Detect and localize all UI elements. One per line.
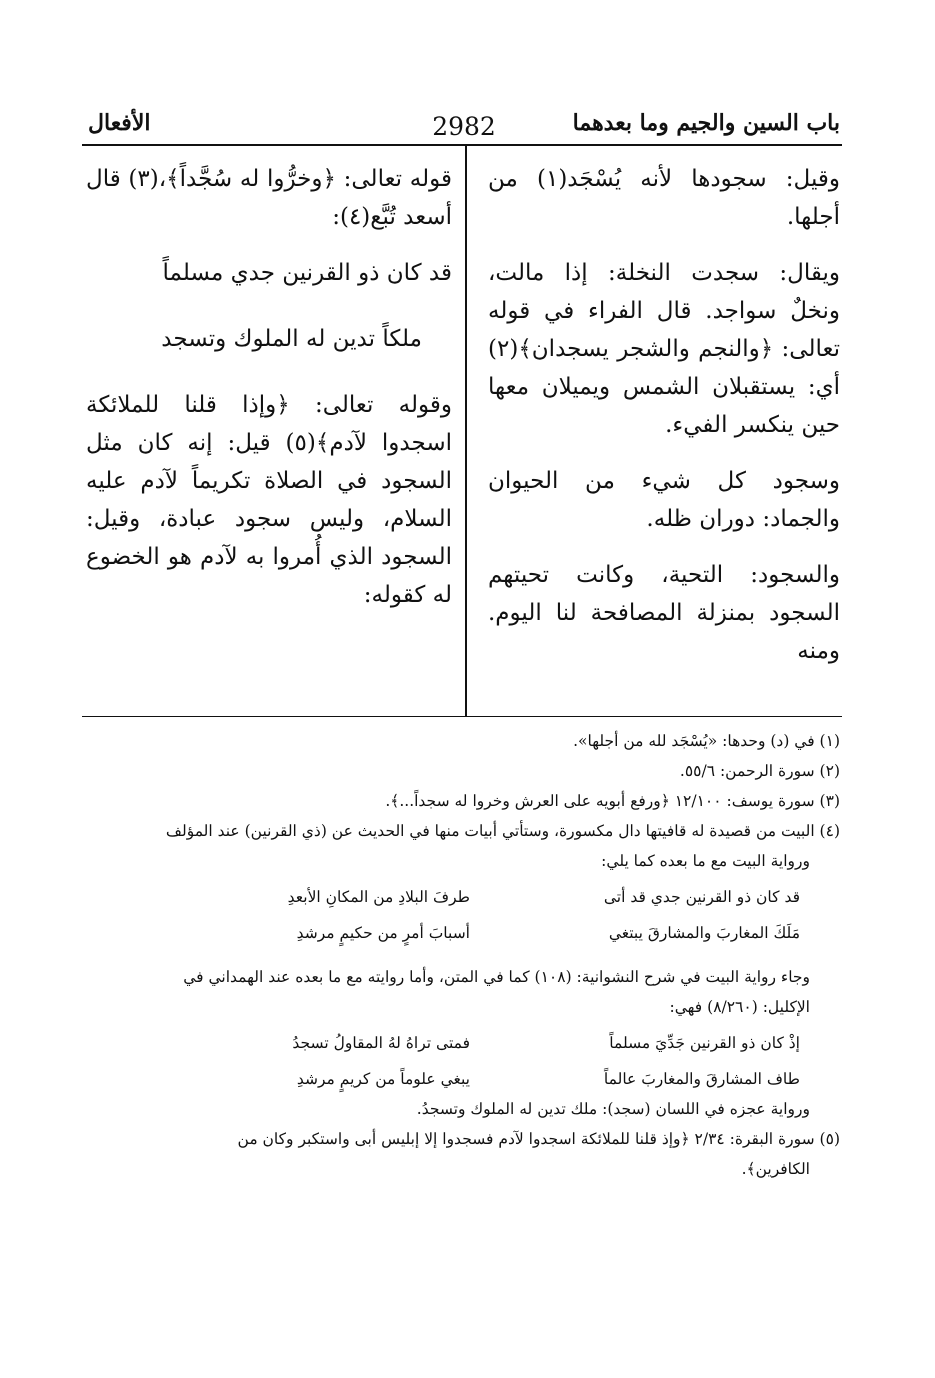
verse-line: قد كان ذو القرنين جدي مسلماً (162, 260, 452, 286)
page-header (88, 108, 840, 144)
footnote-line: ورواية عجزه في اللسان (سجد): ملك تدين له الملوك وتسجدُ. (416, 1100, 810, 1118)
left-column (86, 160, 452, 632)
paragraph: وقيل: سجودها لأنه يُسْجَد(١) من أجلها. (488, 166, 840, 230)
paragraph: وقوله تعالى: ﴿وإذا قلنا للملائكة اسجدوا لآدم﴾(٥) قيل: إنه كان مثل السجود في الصلاة تكريماً لآدم عليه السلام، وليس سجود عبادة، وقيل: السجود الذي أُمروا به لآدم هو الخضوع له كقوله: (86, 392, 452, 608)
footnote: (٣) سورة يوسف: ١٢/١٠٠ ﴿ورفع أبويه على العرش وخروا له سجداً...﴾. (385, 792, 840, 810)
verse-line: ملكاً تدين له الملوك وتسجد (161, 326, 422, 352)
footnote-line: وجاء رواية البيت في شرح النشوانية: (١٠٨) كما في المتن، وأما روايته مع ما بعده عند الهمداني في (183, 968, 810, 986)
hemistich: أسبابَ أمرٍ من حكيمٍ مرشدِ (296, 924, 470, 942)
paragraph: والسجود: التحية، وكانت تحيتهم السجود بمنزلة المصافحة لنا اليوم. ومنه (488, 562, 840, 664)
right-column (488, 160, 840, 688)
chapter-title: باب السين والجيم وما بعدهما (572, 110, 840, 136)
hemistich: طرفَ البلادِ من المكانِ الأبعدِ (287, 888, 470, 906)
footnote-line: ورواية البيت مع ما بعده كما يلي: (601, 852, 810, 870)
poem-line (95, 1028, 840, 1058)
hemistich: مَلَكَ المغاربَ والمشارقَ يبتغي (608, 924, 800, 942)
poem-line (95, 1064, 840, 1094)
section-title: الأفعال (88, 110, 151, 136)
footnote: (١) في (د) وحدها: «يُسْجَد لله من أجلها». (573, 732, 840, 750)
hemistich: قد كان ذو القرنين جدي قد أتى (603, 888, 800, 906)
footnote: (٥) سورة البقرة: ٢/٣٤ ﴿وإذ قلنا للملائكة اسجدوا لآدم فسجدوا إلا إبليس أبى واستكبر وكان من (237, 1130, 840, 1148)
footnote-line: الإكليل: (٨/٢٦٠) فهي: (669, 998, 810, 1016)
poem-line (95, 882, 840, 912)
hemistich: طاف المشارقَ والمغاربَ عالماً (603, 1070, 800, 1088)
hemistich: إذْ كان ذو القرنين جَدِّيَ مسلماً (609, 1034, 800, 1052)
header-rule (82, 144, 842, 146)
footnote-line: الكافرين﴾. (741, 1160, 810, 1178)
paragraph: وسجود كل شيء من الحيوان والجماد: دوران ظله. (488, 468, 840, 532)
poem-line (95, 918, 840, 948)
paragraph: ويقال: سجدت النخلة: إذا مالت، ونخلٌ سواجد. قال الفراء في قوله تعالى: ﴿والنجم والشجر يسجدان﴾(٢) أي: يستقبلان الشمس ويميلان معها حين ينكسر الفيء. (488, 260, 840, 438)
footnote-rule (82, 716, 842, 717)
hemistich: فمتى تراهُ لهُ المقاولُ تسجدُ (292, 1034, 470, 1052)
paragraph: قوله تعالى: ﴿وخرُّوا له سُجَّداً﴾،(٣) قال أسعد تُبَّع(٤): (86, 166, 452, 230)
page-number: 2982 (432, 112, 496, 141)
hemistich: يبغي علوماً من كريمٍ مرشدِ (296, 1070, 470, 1088)
footnote: (٢) سورة الرحمن: ٥٥/٦. (679, 762, 840, 780)
column-divider (465, 145, 467, 717)
footnote: (٤) البيت من قصيدة له قافيتها دال مكسورة، وستأتي أبيات منها في الحديث عن (ذي القرنين) عند المؤلف (165, 822, 840, 840)
footnotes (95, 726, 840, 1184)
